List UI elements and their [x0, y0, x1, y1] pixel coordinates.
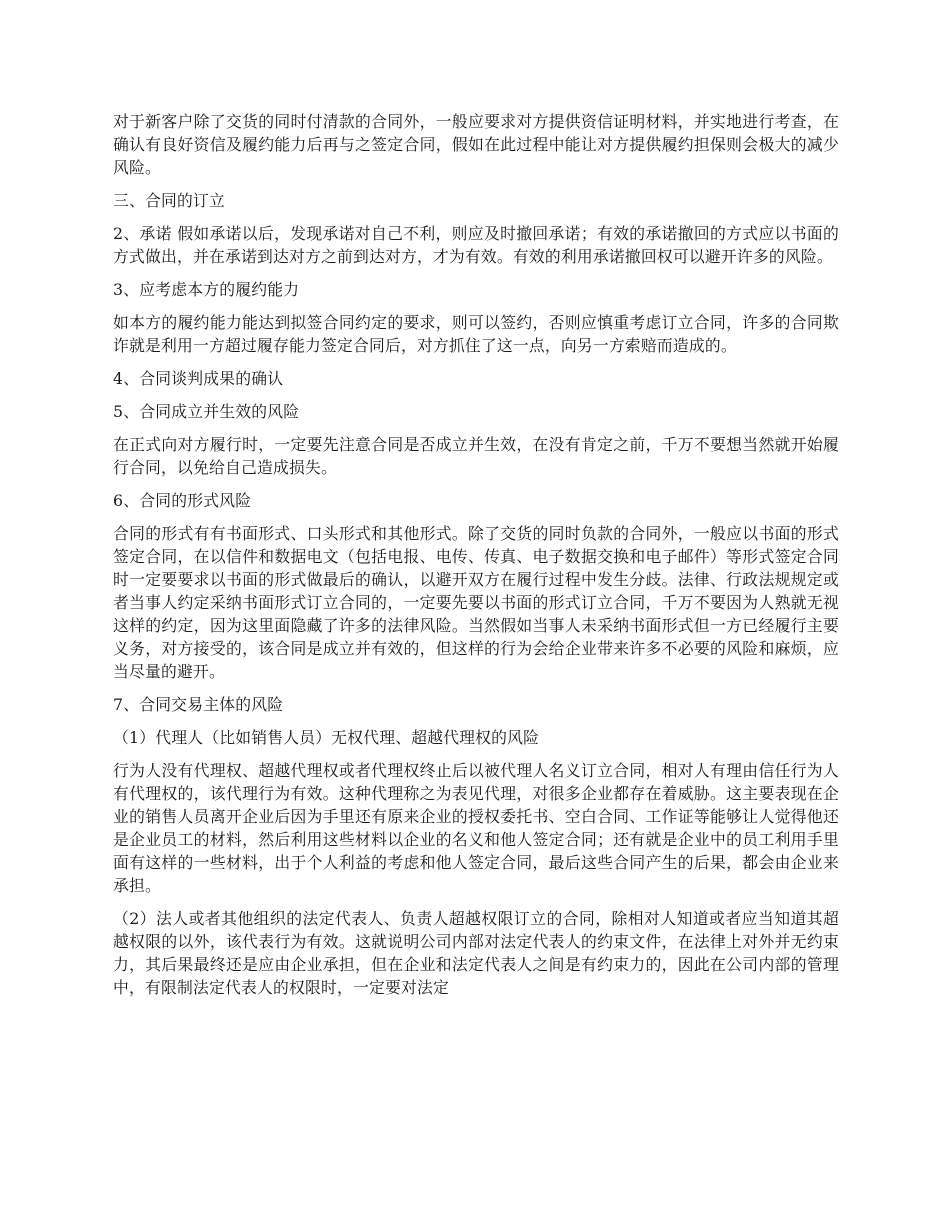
subheading-form-risk: 6、合同的形式风险	[113, 491, 252, 510]
paragraph-form-risk: 合同的形式有有书面形式、口头形式和其他形式。除了交货的同时负款的合同外，一般应以书面的形式签定合同，在以信件和数据电文（包括电报、电传、传真、电子数据交换和电子邮件）等形式签定合同时一定要要求以书面的形式做最后的确认，以避开双方在履行过程中发生分歧。法律、行政法规规定或者当事人约定采纳书面形式订立合同的，一定要先要以书面的形式订立合同，千万不要因为人熟就无视这样的约定，因为这里面隐藏了许多的法律风险。当然假如当事人未采纳书面形式但一方已经履行主要义务，对方接受的，该合同是成立并有效的，但这样的行为会给企业带来许多不必要的风险和麻烦，应当尽量的避开。	[113, 524, 839, 681]
paragraph-apparent-agency: 行为人没有代理权、超越代理权或者代理权终止后以被代理人名义订立合同，相对人有理由信任行为人有代理权的，该代理行为有效。这种代理称之为表见代理，对很多企业都存在着威胁。这主要表现在企业的销售人员离开企业后因为手里还有原来企业的授权委托书、空白合同、工作证等能够让人觉得他还是企业员工的材料，然后利用这些材料以企业的名义和他人签定合同；还有就是企业中的员工利用手里面有这样的一些材料，出于个人利益的考虑和他人签定合同，最后这些合同产生的后果，都会由企业来承担。	[113, 761, 839, 895]
subheading-agent-authority: （1）代理人（比如销售人员）无权代理、超越代理权的风险	[113, 728, 540, 747]
document-body	[113, 110, 839, 1009]
subheading-formation-effect-risk: 5、合同成立并生效的风险	[113, 402, 300, 421]
subheading-party-risk: 7、合同交易主体的风险	[113, 695, 284, 714]
paragraph-acceptance: 2、承诺 假如承诺以后，发现承诺对自己不利，则应及时撤回承诺；有效的承诺撤回的方式应以书面的方式做出，并在承诺到达对方之前到达对方，才为有效。有效的利用承诺撤回权可以避开许多的风险。	[113, 224, 839, 266]
section-heading-contract-formation: 三、合同的订立	[113, 191, 225, 210]
paragraph-legal-representative: （2）法人或者其他组织的法定代表人、负责人超越权限订立的合同，除相对人知道或者应当知道其超越权限的以外，该代表行为有效。这就说明公司内部对法定代表人的约束文件，在法律上对外并无约束力，其后果最终还是应由企业承担，但在企业和法定代表人之间是有约束力的，因此在公司内部的管理中，有限制法定代表人的权限时，一定要对法定	[113, 909, 839, 997]
subheading-negotiation-results: 4、合同谈判成果的确认	[113, 369, 284, 388]
paragraph-performance-ability: 如本方的履约能力能达到拟签合同约定的要求，则可以签约，否则应慎重考虑订立合同，许多的合同欺诈就是利用一方超过履存能力签定合同后，对方抓住了这一点，向另一方索赔而造成的。	[113, 313, 839, 355]
subheading-performance-ability: 3、应考虑本方的履约能力	[113, 280, 300, 299]
paragraph-formation-effect: 在正式向对方履行时，一定要先注意合同是否成立并生效，在没有肯定之前，千万不要想当然就开始履行合同，以免给自己造成损失。	[113, 435, 839, 477]
paragraph-new-customer: 对于新客户除了交货的同时付清款的合同外，一般应要求对方提供资信证明材料，并实地进行考查，在确认有良好资信及履约能力后再与之签定合同，假如在此过程中能让对方提供履约担保则会极大的减少风险。	[113, 112, 839, 177]
